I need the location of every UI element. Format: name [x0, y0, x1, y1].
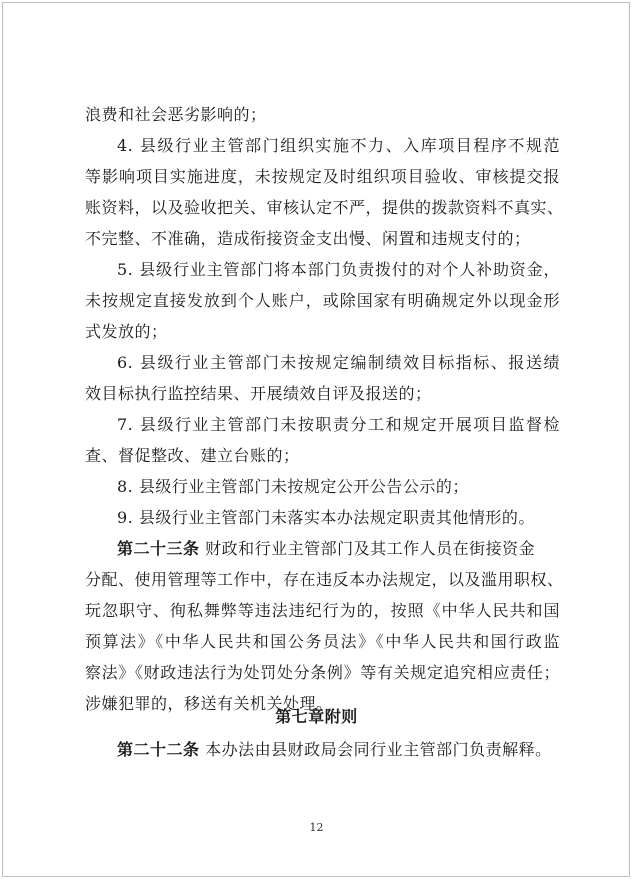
item-6-line: 效目标执行监控结果、开展绩效自评及报送的； — [85, 384, 432, 403]
item-4-line: 等影响项目实施进度，未按规定及时组织项目验收、审核提交报 — [85, 167, 560, 186]
item-4-line: 账资料，以及验收把关、审核认定不严，提供的拨款资料不真实、 — [85, 198, 564, 217]
article-22-text: 本办法由县财政局会同行业主管部门负责解释。 — [205, 740, 552, 759]
item-5-line: 式发放的； — [85, 322, 168, 341]
article-22-label: 第二十二条 — [117, 740, 200, 759]
article-23-label: 第二十三条 — [117, 539, 200, 558]
item-9-line: 9. 县级行业主管部门未落实本办法规定职责其他情形的。 — [117, 508, 535, 527]
item-7-line: 查、督促整改、建立台账的； — [85, 446, 300, 465]
chapter-heading: 第七章附则 — [275, 707, 358, 726]
item-7-line: 7. 县级行业主管部门未按职责分工和规定开展项目监督检 — [117, 415, 560, 434]
article-23-line: 察法》《财政违法行为处罚处分条例》等有关规定追究相应责任； — [85, 663, 560, 682]
item-5-line: 未按规定直接发放到个人账户，或除国家有明确规定外以现金形 — [85, 291, 560, 310]
article-23-line: 涉嫌犯罪的，移送有关机关处理。 — [85, 694, 333, 713]
item-5-line: 5. 县级行业主管部门将本部门负责拨付的对个人补助资金， — [117, 260, 560, 279]
article-23-text: 财政和行业主管部门及其工作人员在街接资金 — [205, 539, 536, 558]
article-23-line: 分配、使用管理等工作中，存在违反本办法规定，以及滥用职权、 — [85, 570, 564, 589]
item-4-line: 4. 县级行业主管部门组织实施不力、入库项目程序不规范 — [117, 136, 560, 155]
paragraph-line: 浪费和社会恶劣影响的； — [85, 105, 267, 124]
page-number: 12 — [309, 821, 324, 834]
article-23-line: 预算法》《中华人民共和国公务员法》《中华人民共和国行政监 — [85, 632, 560, 651]
article-22-line — [117, 739, 560, 761]
article-23-line: 玩忽职守、徇私舞弊等违法违纪行为的，按照《中华人民共和国 — [85, 601, 560, 620]
item-8-line: 8. 县级行业主管部门未按规定公开公告公示的； — [117, 477, 469, 496]
item-4-line: 不完整、不准确，造成衔接资金支出慢、闲置和违规支付的； — [85, 229, 531, 248]
item-6-line: 6. 县级行业主管部门未按规定编制绩效目标指标、报送绩 — [117, 353, 560, 372]
article-23-line — [117, 538, 560, 560]
